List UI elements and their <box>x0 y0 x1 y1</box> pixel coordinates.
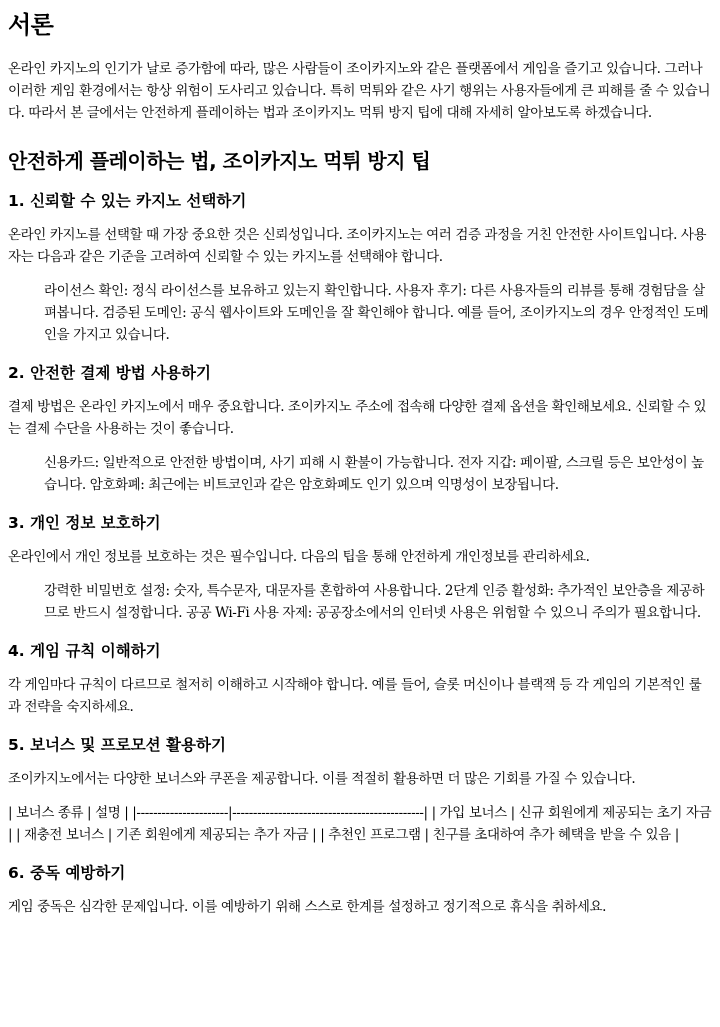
section-trusted-casino <box>8 190 712 346</box>
section-quote: 라이선스 확인: 정식 라이선스를 보유하고 있는지 확인합니다. 사용자 후기: 다른 사용자들의 리뷰를 통해 경험담을 살펴봅니다. 검증된 도메인: 공식 웹사이트와 도메인을 잘 확인해야 합니다. 예를 들어, 조이카지노의 경우 안정적인 도메인을 가지고 있습니다. <box>44 283 709 343</box>
section-paragraph: 온라인 카지노를 선택할 때 가장 중요한 것은 신뢰성입니다. 조이카지노는 여러 검증 과정을 거친 안전한 사이트입니다. 사용자는 다음과 같은 기준을 고려하여 신뢰할 수 있는 카지노를 선택해야 합니다. <box>8 227 707 265</box>
intro-title: 서론 <box>8 11 54 39</box>
section-paragraph: 각 게임마다 규칙이 다르므로 철저히 이해하고 시작해야 합니다. 예를 들어, 슬롯 머신이나 블랙잭 등 각 게임의 기본적인 룰과 전략을 숙지하세요. <box>8 677 702 715</box>
section-privacy <box>8 512 712 624</box>
section-heading: 6. 중독 예방하기 <box>8 864 126 882</box>
section-quote: 강력한 비밀번호 설정: 숫자, 특수문자, 대문자를 혼합하여 사용합니다. 2단계 인증 활성화: 추가적인 보안층을 제공하므로 반드시 설정합니다. 공공 Wi-Fi 사용 자제: 공공장소에서의 인터넷 사용은 위험할 수 있으니 주의가 필요합니다. <box>44 583 705 621</box>
section-paragraph: 결제 방법은 온라인 카지노에서 매우 중요합니다. 조이카지노 주소에 접속해 다양한 결제 옵션을 확인해보세요. 신뢰할 수 있는 결제 수단을 사용하는 것이 좋습니다. <box>8 399 707 437</box>
section-safe-payment <box>8 362 712 496</box>
section-heading: 5. 보너스 및 프로모션 활용하기 <box>8 736 226 754</box>
bonus-table-text: | 보너스 종류 | 설명 | |----------------------|----------------------------------------------| | 가입 보너스 | 신규 회원에게 제공되는 초기 자금 | | 재충전 보너스 | 기존 회원에게 제공되는 추가 자금 | | 추천인 프로그램 | 친구를 초대하여 추가 혜택을 받을 수 있음 | <box>8 805 712 843</box>
section-game-rules <box>8 640 712 718</box>
section-bonus <box>8 734 712 846</box>
article <box>0 10 720 918</box>
section-paragraph: 조이카지노에서는 다양한 보너스와 쿠폰을 제공합니다. 이를 적절히 활용하면 더 많은 기회를 가질 수 있습니다. <box>8 771 636 787</box>
section-heading: 3. 개인 정보 보호하기 <box>8 514 161 532</box>
intro-paragraph: 온라인 카지노의 인기가 날로 증가함에 따라, 많은 사람들이 조이카지노와 같은 플랫폼에서 게임을 즐기고 있습니다. 그러나 이러한 게임 환경에서는 항상 위험이 도사리고 있습니다. 특히 먹튀와 같은 사기 행위는 사용자들에게 큰 피해를 줄 수 있습니다. 따라서 본 글에서는 안전하게 플레이하는 법과 조이카지노 먹튀 방지 팁에 대해 자세히 알아보도록 하겠습니다. <box>8 61 711 121</box>
section-heading: 2. 안전한 결제 방법 사용하기 <box>8 364 211 382</box>
section-paragraph: 게임 중독은 심각한 문제입니다. 이를 예방하기 위해 스스로 한계를 설정하고 정기적으로 휴식을 취하세요. <box>8 899 607 915</box>
section-heading: 4. 게임 규칙 이해하기 <box>8 642 161 660</box>
section-paragraph: 온라인에서 개인 정보를 보호하는 것은 필수입니다. 다음의 팁을 통해 안전하게 개인정보를 관리하세요. <box>8 549 590 565</box>
section-addiction <box>8 862 712 918</box>
main-title: 안전하게 플레이하는 법, 조이카지노 먹튀 방지 팁 <box>8 149 431 173</box>
section-heading: 1. 신뢰할 수 있는 카지노 선택하기 <box>8 192 247 210</box>
section-quote: 신용카드: 일반적으로 안전한 방법이며, 사기 피해 시 환불이 가능합니다. 전자 지갑: 페이팔, 스크릴 등은 보안성이 높습니다. 암호화폐: 최근에는 비트코인과 같은 암호화폐도 인기 있으며 익명성이 보장됩니다. <box>44 455 704 493</box>
